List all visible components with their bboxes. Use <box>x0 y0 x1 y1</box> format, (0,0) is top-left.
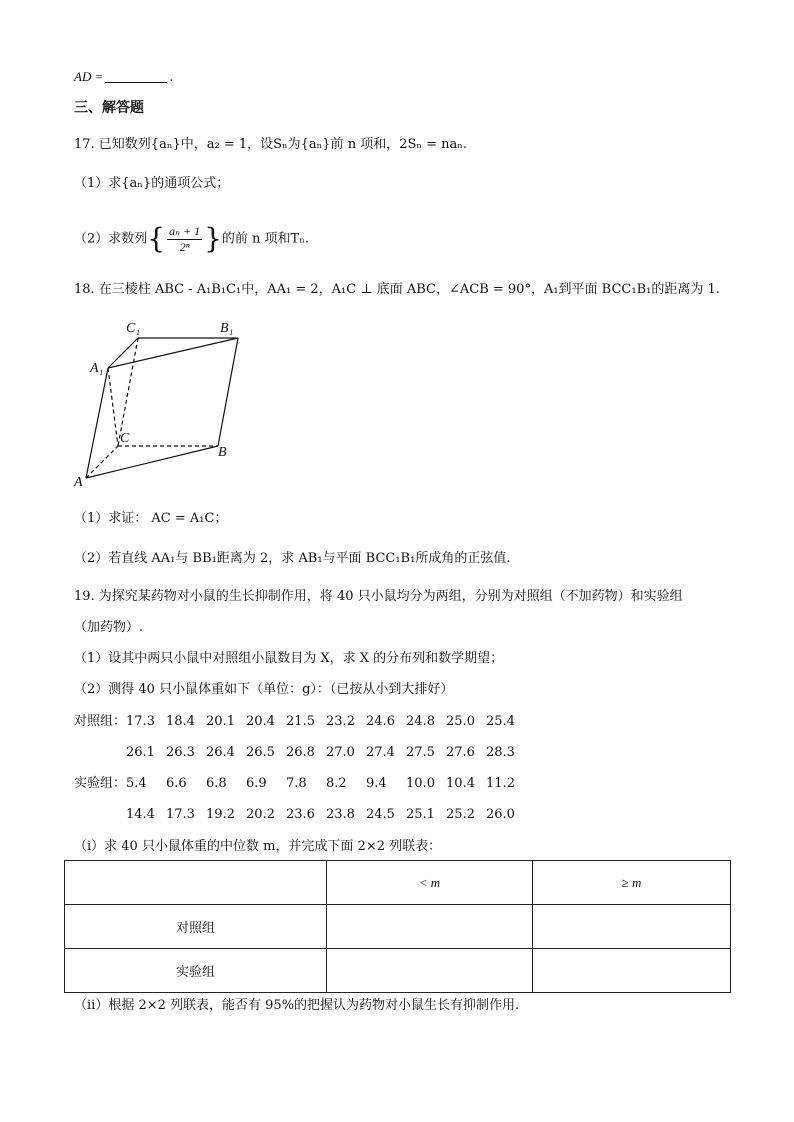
q17-part2-suffix: 的前 n 项和Tₙ. <box>221 231 309 247</box>
weight-value: 25.2 <box>446 807 475 822</box>
table-cell <box>327 949 533 993</box>
weight-value: 6.6 <box>166 776 187 791</box>
row-label: 对照组 <box>65 905 327 949</box>
q17-part2-prefix: （2）求数列 <box>74 231 148 247</box>
value-list <box>126 745 526 760</box>
edge-bb1 <box>218 338 238 446</box>
weight-value: 9.4 <box>366 776 387 791</box>
table-header-row <box>65 861 731 905</box>
weight-value: 10.4 <box>446 776 475 791</box>
weight-value: 23.6 <box>286 807 315 822</box>
answer-blank <box>105 70 167 83</box>
weight-value: 23.2 <box>326 714 355 729</box>
q19-part1: （1）设其中两只小鼠中对照组小鼠数目为 X，求 X 的分布列和数学期望； <box>74 651 504 666</box>
weight-value: 24.5 <box>366 807 395 822</box>
weight-value: 26.5 <box>246 745 275 760</box>
table-row <box>65 949 731 993</box>
q16-prefix: AD = <box>74 69 104 84</box>
table-cell <box>327 905 533 949</box>
label-c1: C₁ <box>126 321 141 336</box>
section-title: 三、解答题 <box>74 100 144 116</box>
q16-suffix: . <box>169 70 174 85</box>
weight-value: 26.8 <box>286 745 315 760</box>
table-cell <box>533 905 731 949</box>
weight-value: 6.9 <box>246 776 267 791</box>
edge-a1c-hidden <box>108 368 118 446</box>
weight-value: 11.2 <box>486 776 515 791</box>
weight-value: 17.3 <box>166 807 195 822</box>
control-row-2 <box>74 744 526 762</box>
weight-value: 23.8 <box>326 807 355 822</box>
weight-value: 6.8 <box>206 776 227 791</box>
label-b1: B₁ <box>220 321 234 336</box>
weight-value: 27.4 <box>366 745 395 760</box>
value-list <box>126 807 526 822</box>
weight-value: 20.1 <box>206 714 235 729</box>
weight-value: 25.4 <box>486 714 515 729</box>
value-list <box>126 776 526 791</box>
weight-value: 27.0 <box>326 745 355 760</box>
weight-value: 18.4 <box>166 714 195 729</box>
weight-value: 19.2 <box>206 807 235 822</box>
q17-part2 <box>74 221 309 258</box>
q18-part1: （1）求证： AC = A₁C； <box>74 511 228 526</box>
weight-value: 26.0 <box>486 807 515 822</box>
table-cell <box>533 949 731 993</box>
label-c: C <box>120 431 130 446</box>
q18-stem: 18. 在三棱柱 ABC - A₁B₁C₁中，AA₁ = 2，A₁C ⊥ 底面 ABC，∠ACB = 90°，A₁到平面 BCC₁B₁的距离为 1. <box>74 282 720 297</box>
q19-stem-line2: （加药物）. <box>74 620 144 635</box>
weight-value: 25.1 <box>406 807 435 822</box>
q19-stem-line1: 19. 为探究某药物对小鼠的生长抑制作用，将 40 只小鼠均分为两组，分别为对照组（不加药物）和实验组 <box>74 589 683 604</box>
weight-value: 5.4 <box>126 776 147 791</box>
table-row <box>65 905 731 949</box>
q16-answer-line <box>74 68 174 87</box>
weight-value: 10.0 <box>406 776 435 791</box>
exp-row-1 <box>74 775 526 793</box>
weight-value: 24.8 <box>406 714 435 729</box>
q19-part2: （2）测得 40 只小鼠体重如下（单位：g）：（已按从小到大排好） <box>74 682 454 697</box>
fraction <box>167 224 202 255</box>
weight-value: 8.2 <box>326 776 347 791</box>
weight-value: 21.5 <box>286 714 315 729</box>
edge-a1b1 <box>108 338 238 368</box>
weight-value: 27.6 <box>446 745 475 760</box>
right-brace: } <box>204 222 222 255</box>
weight-value: 28.3 <box>486 745 515 760</box>
edge-a1c1 <box>108 338 138 368</box>
q17-stem: 17. 已知数列{aₙ}中，a₂ = 1，设Sₙ为{aₙ}前 n 项和，2Sₙ = naₙ. <box>74 137 468 152</box>
weight-value: 20.2 <box>246 807 275 822</box>
exp-row-2 <box>74 806 526 824</box>
q17-part1: （1）求{aₙ}的通项公式； <box>74 176 230 191</box>
edge-ac-hidden <box>86 446 118 478</box>
q19-ii: （ii）根据 2×2 列联表，能否有 95%的把握认为药物对小鼠生长有抑制作用. <box>74 998 520 1013</box>
label-a1: A₁ <box>90 361 104 376</box>
control-label: 对照组： <box>74 714 127 729</box>
weight-value: 25.0 <box>446 714 475 729</box>
label-b: B <box>218 445 227 460</box>
weight-value: 26.1 <box>126 745 155 760</box>
q19-i: （i）求 40 只小鼠体重的中位数 m，并完成下面 2×2 列联表： <box>74 839 442 854</box>
q18-part2: （2）若直线 AA₁与 BB₁距离为 2，求 AB₁与平面 BCC₁B₁所成角的正弦值. <box>74 551 511 566</box>
left-brace: { <box>147 222 166 255</box>
control-row-1 <box>74 713 526 731</box>
label-a: A <box>74 475 83 490</box>
edge-aa1 <box>86 368 108 478</box>
header-cell <box>65 861 327 905</box>
fraction-denominator: 2ⁿ <box>179 239 190 254</box>
row-label: 实验组 <box>65 949 327 993</box>
weight-value: 17.3 <box>126 714 155 729</box>
header-cell: < m <box>327 861 533 905</box>
weight-value: 7.8 <box>286 776 307 791</box>
edge-ab <box>86 446 218 478</box>
value-list <box>126 714 526 729</box>
fraction-numerator: aₙ + 1 <box>169 223 201 238</box>
weight-value: 26.3 <box>166 745 195 760</box>
weight-value: 14.4 <box>126 807 155 822</box>
prism-figure <box>70 318 240 493</box>
weight-value: 27.5 <box>406 745 435 760</box>
weight-value: 20.4 <box>246 714 275 729</box>
exp-label: 实验组： <box>74 776 127 791</box>
header-cell: ≥ m <box>533 861 731 905</box>
contingency-table <box>64 860 731 993</box>
weight-value: 24.6 <box>366 714 395 729</box>
weight-value: 26.4 <box>206 745 235 760</box>
